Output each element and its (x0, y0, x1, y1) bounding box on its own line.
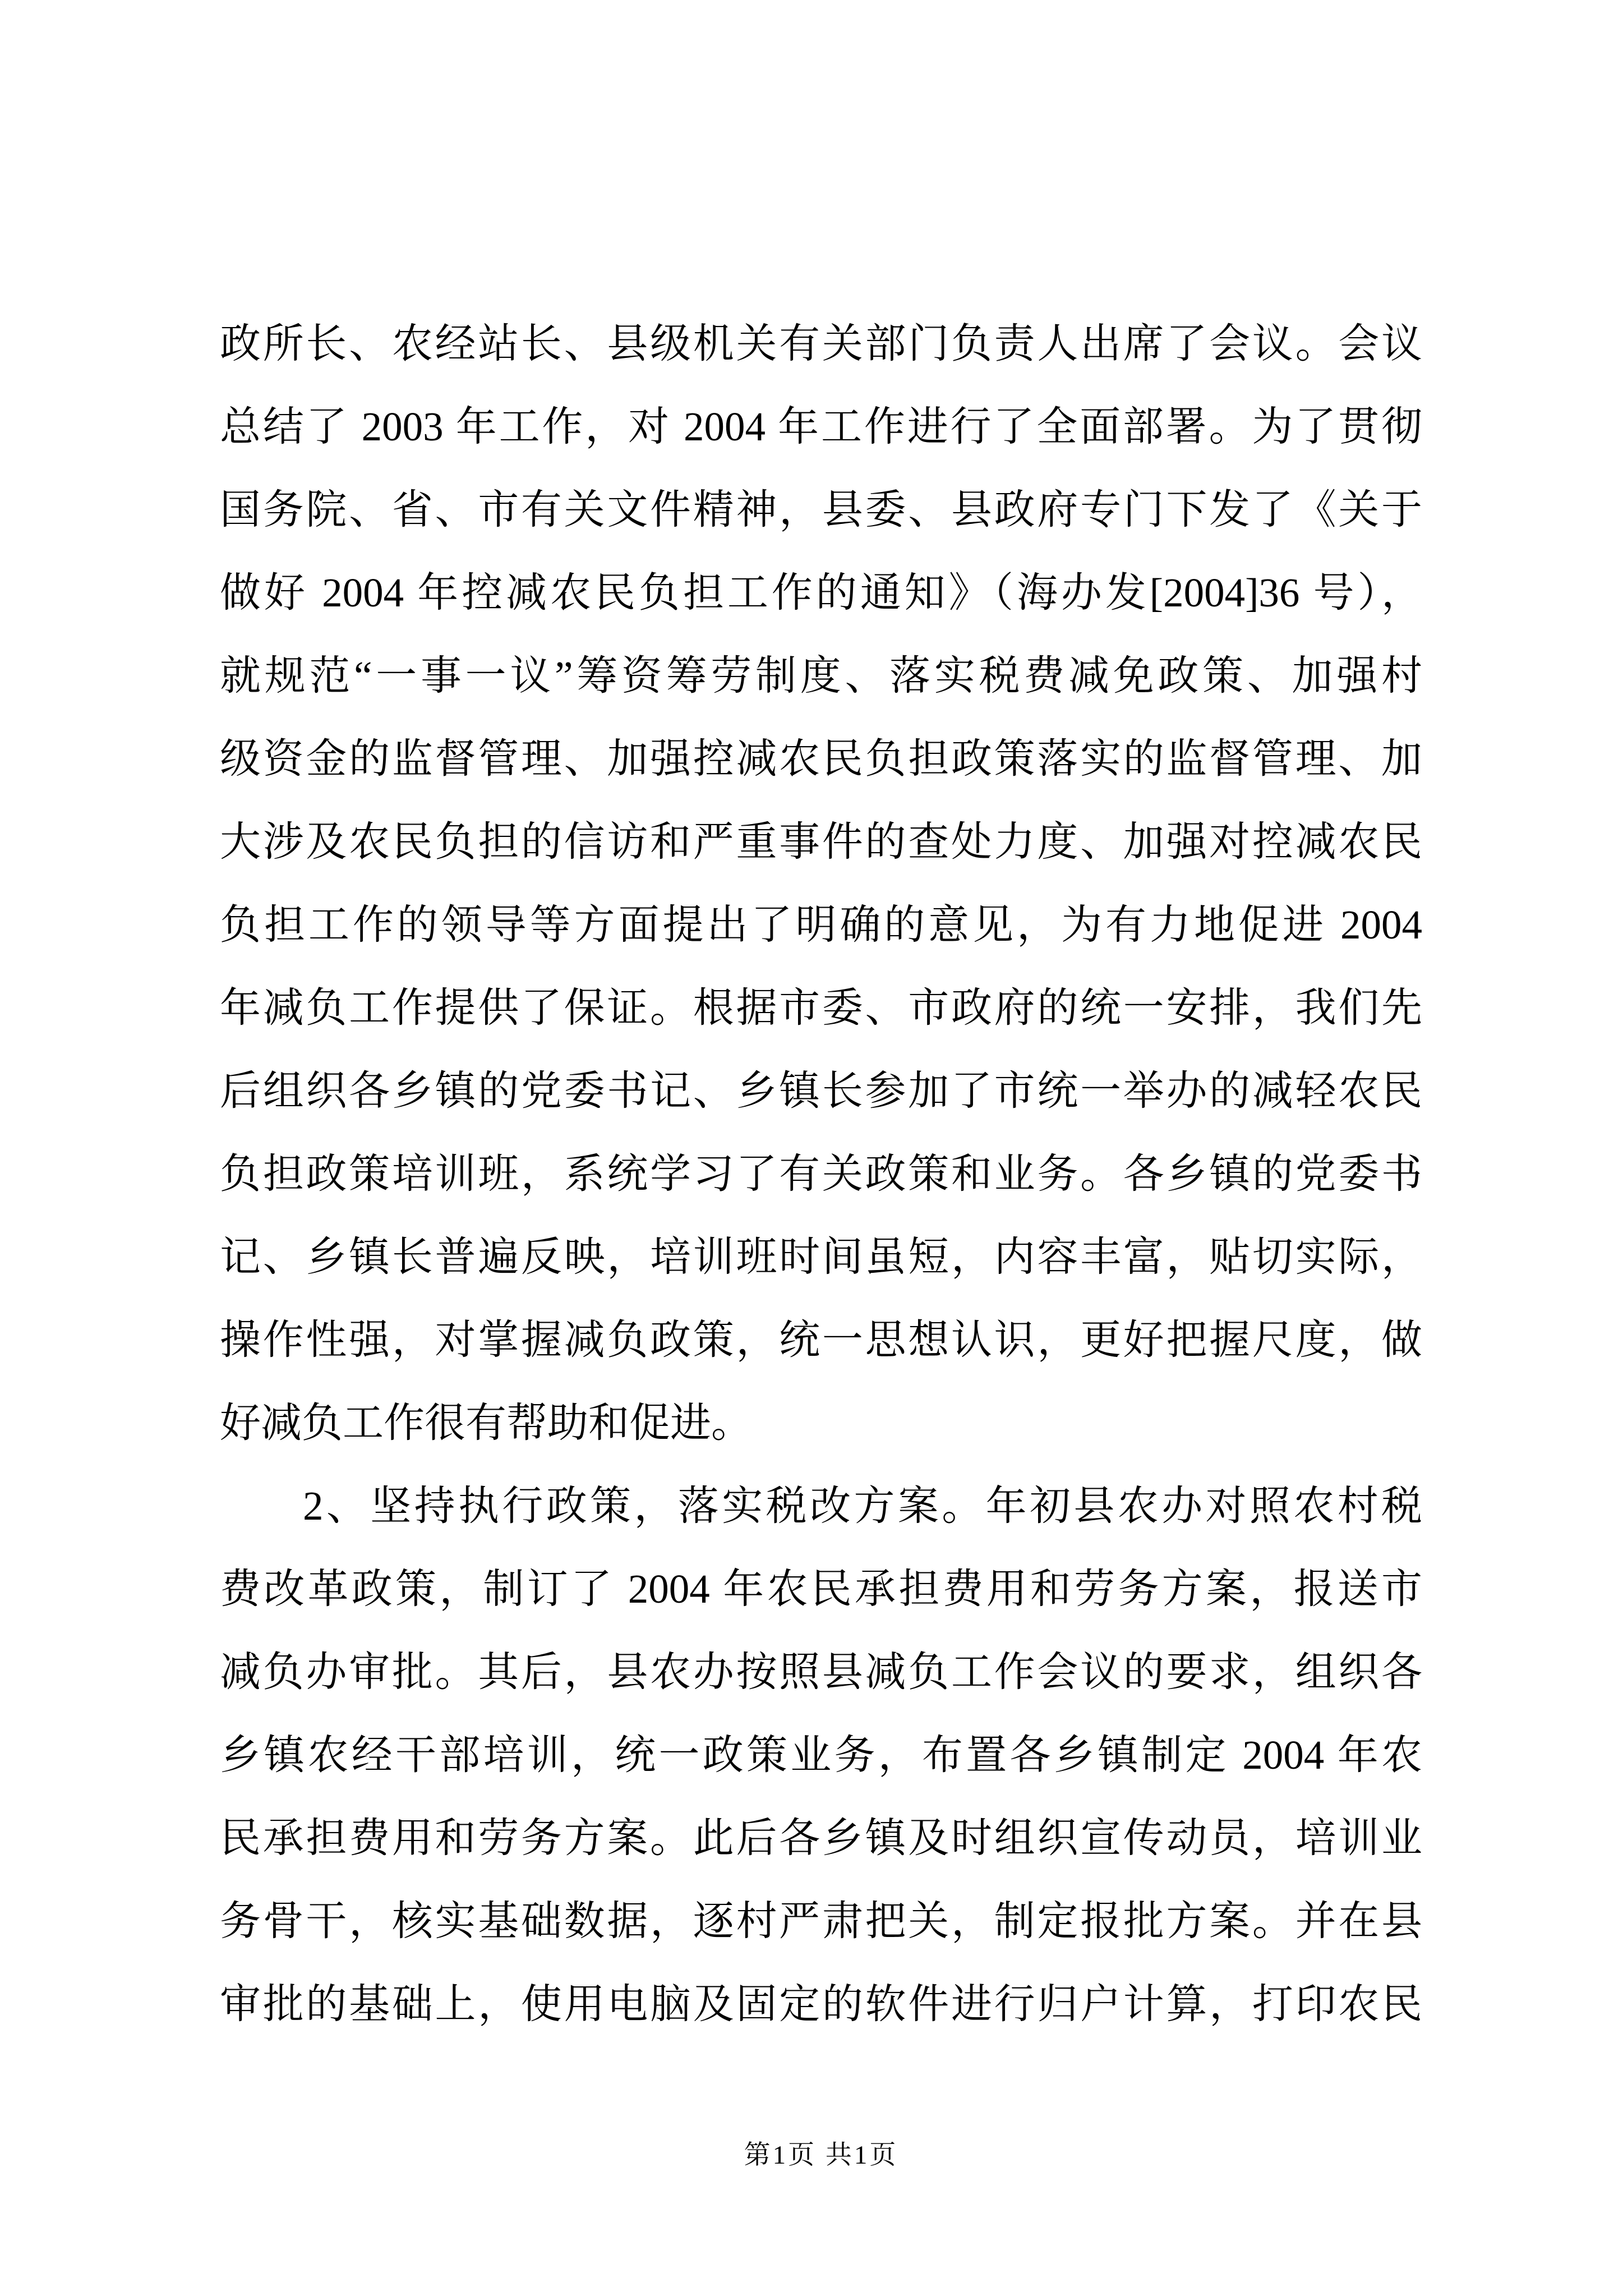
text-line: 乡镇农经干部培训，统一政策业务，布置各乡镇制定 2004 年农 (220, 1732, 1422, 1778)
text-line: 负担工作的领导等方面提出了明确的意见，为有力地促进 2004 (220, 902, 1422, 947)
text-line: 好减负工作很有帮助和促进。 (220, 1400, 752, 1446)
text-line: 做好 2004 年控减农民负担工作的通知》（海办发[2004]36 号）， (220, 570, 1422, 615)
text-block (220, 302, 1422, 2046)
text-line: 减负办审批。其后，县农办按照县减负工作会议的要求，组织各 (220, 1649, 1422, 1695)
text-line: 级资金的监督管理、加强控减农民负担政策落实的监督管理、加 (220, 736, 1422, 781)
text-line: 国务院、省、市有关文件精神，县委、县政府专门下发了《关于 (220, 487, 1422, 532)
text-line: 年减负工作提供了保证。根据市委、市政府的统一安排，我们先 (220, 985, 1422, 1030)
text-line: 民承担费用和劳务方案。此后各乡镇及时组织宣传动员，培训业 (220, 1815, 1422, 1861)
text-line: 操作性强，对掌握减负政策，统一思想认识，更好把握尺度，做 (220, 1317, 1422, 1363)
text-line: 费改革政策，制订了 2004 年农民承担费用和劳务方案，报送市 (220, 1566, 1422, 1612)
text-line: 记、乡镇长普遍反映，培训班时间虽短，内容丰富，贴切实际， (220, 1234, 1422, 1280)
text-line: 就规范“一事一议”筹资筹劳制度、落实税费减免政策、加强村 (220, 653, 1422, 698)
text-line: 2、坚持执行政策，落实税改方案。年初县农办对照农村税 (303, 1483, 1422, 1529)
text-line: 后组织各乡镇的党委书记、乡镇长参加了市统一举办的减轻农民 (220, 1068, 1422, 1114)
text-line: 大涉及农民负担的信访和严重事件的查处力度、加强对控减农民 (220, 819, 1422, 864)
text-line: 务骨干，核实基础数据，逐村严肃把关，制定报批方案。并在县 (220, 1898, 1422, 1944)
text-line: 政所长、农经站长、县级机关有关部门负责人出席了会议。会议 (220, 321, 1422, 366)
text-line: 负担政策培训班，系统学习了有关政策和业务。各乡镇的党委书 (220, 1151, 1422, 1197)
page-number-footer: 第1页 共1页 (744, 2141, 898, 2170)
text-line: 审批的基础上，使用电脑及固定的软件进行归户计算，打印农民 (220, 1981, 1422, 2027)
text-line: 总结了 2003 年工作，对 2004 年工作进行了全面部署。为了贯彻 (220, 404, 1422, 449)
